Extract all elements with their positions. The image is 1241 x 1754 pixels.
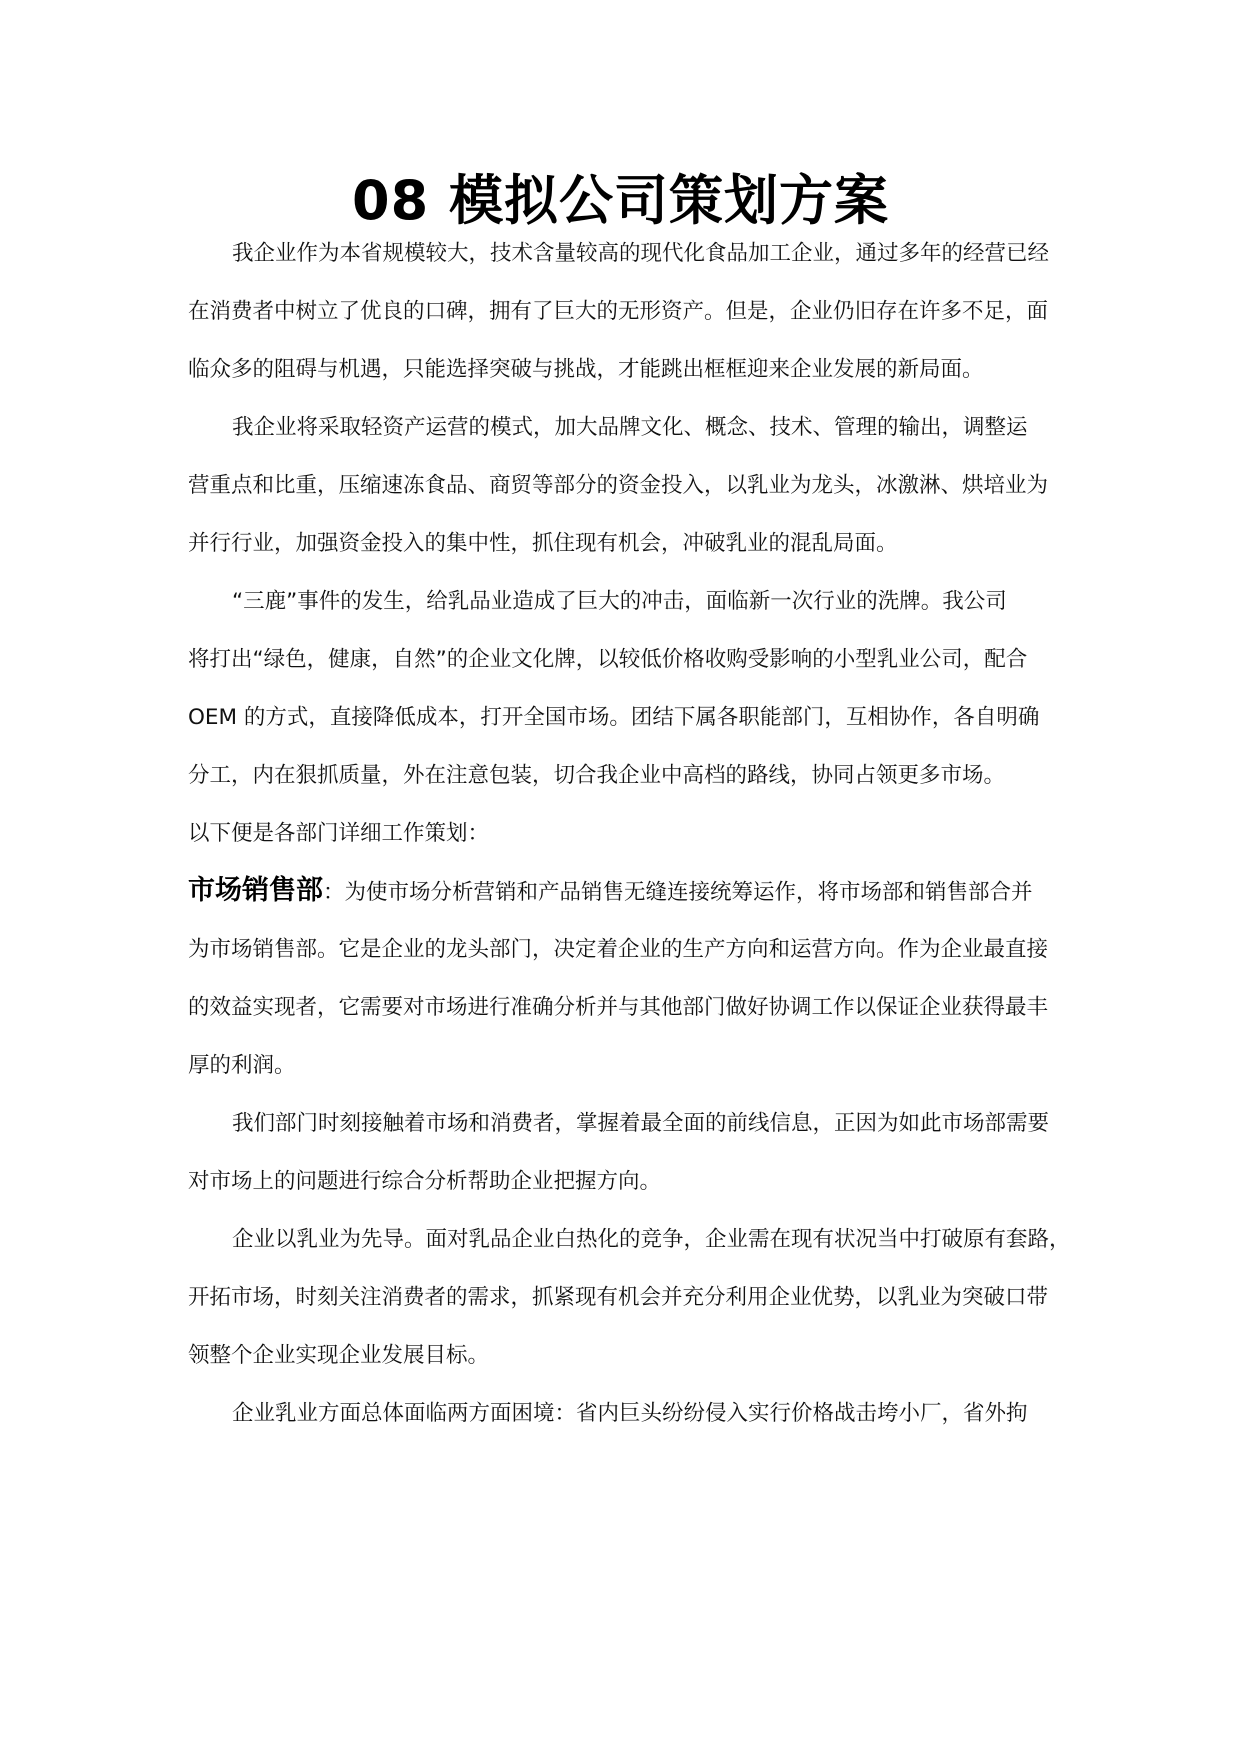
paragraph-line: “三鹿”事件的发生，给乳品业造成了巨大的冲击，面临新一次行业的洗牌。我公司	[232, 589, 1007, 614]
paragraph-line: 领整个企业实现企业发展目标。	[188, 1343, 490, 1368]
paragraph-line: 厚的利润。	[188, 1053, 296, 1078]
paragraph-line: 我企业作为本省规模较大，技术含量较高的现代化食品加工企业，通过多年的经营已经	[232, 241, 1050, 266]
paragraph-line: 我们部门时刻接触着市场和消费者，掌握着最全面的前线信息，正因为如此市场部需要	[232, 1111, 1050, 1136]
paragraph-line: 为市场销售部。它是企业的龙头部门，决定着企业的生产方向和运营方向。作为企业最直接	[188, 937, 1049, 962]
paragraph-line: 我企业将采取轻资产运营的模式，加大品牌文化、概念、技术、管理的输出，调整运	[232, 415, 1028, 440]
paragraph-line: 开拓市场，时刻关注消费者的需求，抓紧现有机会并充分利用企业优势，以乳业为突破口带	[188, 1285, 1049, 1310]
paragraph-line: 在消费者中树立了优良的口碑，拥有了巨大的无形资产。但是，企业仍旧存在许多不足，面	[188, 299, 1049, 324]
paragraph-line: 分工，内在狠抓质量，外在注意包装，切合我企业中高档的路线，协同占领更多市场。	[188, 763, 1006, 788]
paragraph-line: 企业以乳业为先导。面对乳品企业白热化的竞争，企业需在现有状况当中打破原有套路，	[232, 1227, 1071, 1252]
paragraph-line: 对市场上的问题进行综合分析帮助企业把握方向。	[188, 1169, 662, 1194]
paragraph-line: 的效益实现者，它需要对市场进行准确分析并与其他部门做好协调工作以保证企业获得最丰	[188, 995, 1049, 1020]
paragraph-line: OEM 的方式，直接降低成本，打开全国市场。团结下属各职能部门，互相协作，各自明确	[188, 705, 1040, 730]
department-first-line	[188, 876, 1033, 908]
department-intro-text: ：为使市场分析营销和产品销售无缝连接统筹运作，将市场部和销售部合并	[323, 880, 1033, 905]
paragraph-line: 营重点和比重，压缩速冻食品、商贸等部分的资金投入，以乳业为龙头，冰激淋、烘培业为	[188, 473, 1049, 498]
paragraph-line: 企业乳业方面总体面临两方面困境：省内巨头纷纷侵入实行价格战击垮小厂，省外拘	[232, 1401, 1028, 1426]
paragraph-line: 并行行业，加强资金投入的集中性，抓住现有机会，冲破乳业的混乱局面。	[188, 531, 898, 556]
paragraph-line: 以下便是各部门详细工作策划：	[188, 821, 490, 846]
paragraph-line: 将打出“绿色，健康，自然”的企业文化牌，以较低价格收购受影响的小型乳业公司，配合	[188, 647, 1028, 672]
document-title: 08 模拟公司策划方案	[352, 169, 889, 232]
paragraph-line: 临众多的阻碍与机遇，只能选择突破与挑战，才能跳出框框迎来企业发展的新局面。	[188, 357, 984, 382]
department-heading: 市场销售部	[188, 875, 323, 906]
